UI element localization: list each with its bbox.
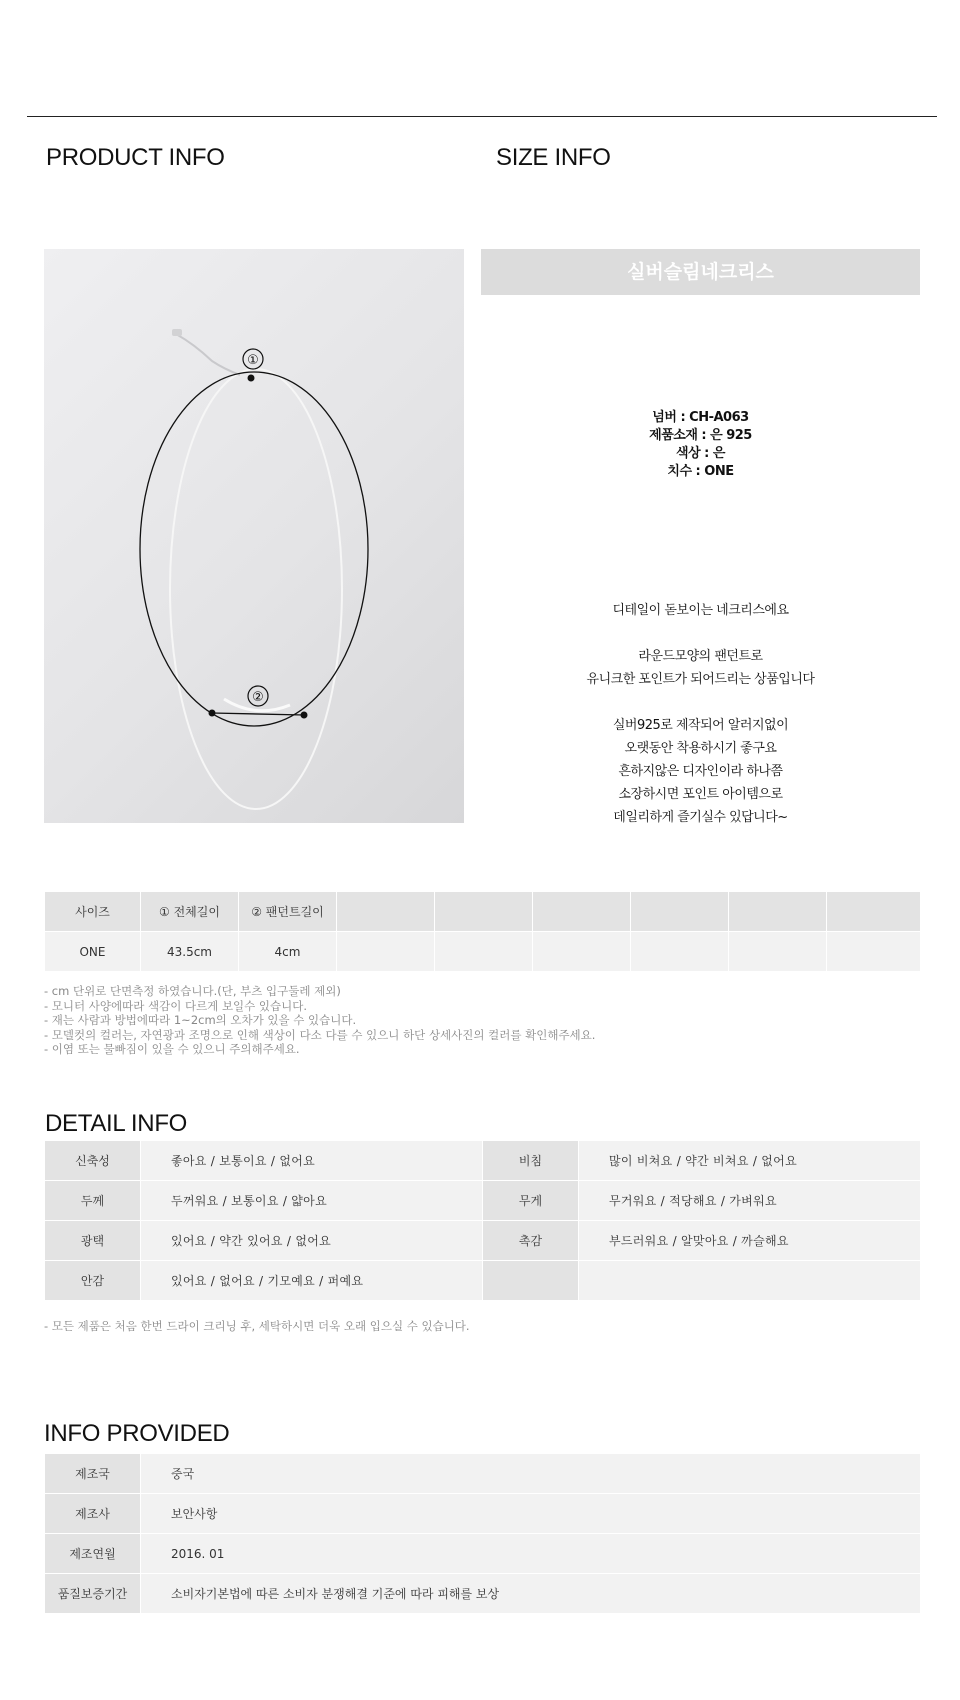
detail-label: 비침 — [483, 1141, 579, 1181]
product-spec — [481, 409, 920, 481]
product-photo — [44, 249, 464, 823]
spec-material: 제품소재 : 은 925 — [649, 428, 752, 443]
info-value: 중국 — [141, 1454, 921, 1494]
detail-label: 무게 — [483, 1181, 579, 1221]
size-header-cell — [533, 892, 631, 932]
marker-1-dot — [248, 375, 255, 382]
detail-value: 있어요 / 약간 있어요 / 없어요 — [141, 1221, 483, 1261]
top-divider — [27, 116, 937, 117]
detail-label: 안감 — [45, 1261, 141, 1301]
desc-line: 디테일이 돋보이는 네크리스에요 — [612, 603, 789, 618]
size-cell — [827, 932, 921, 972]
detail-row — [45, 1261, 921, 1301]
desc-line: 흔하지않은 디자인이라 하나쯤 — [618, 764, 783, 779]
detail-label — [483, 1261, 579, 1301]
wash-note: - 모든 제품은 처음 한번 드라이 크리닝 후, 세탁하시면 더욱 오래 입으실 수 있습니다. — [44, 1319, 470, 1333]
size-note: - 모니터 사양에따라 색감이 다르게 보일수 있습니다. — [44, 998, 308, 1013]
size-cell — [533, 932, 631, 972]
detail-label: 촉감 — [483, 1221, 579, 1261]
clasp — [172, 329, 182, 336]
detail-table — [44, 1140, 921, 1301]
desc-line: 데일리하게 즐기실수 있답니다~ — [613, 810, 788, 825]
detail-value: 부드러워요 / 알맞아요 / 까슬해요 — [579, 1221, 921, 1261]
size-notes — [44, 984, 595, 1057]
info-label: 품질보증기간 — [45, 1574, 141, 1614]
pendant-length-guide — [212, 713, 304, 715]
clasp-chain — [176, 334, 240, 375]
detail-label: 두께 — [45, 1181, 141, 1221]
detail-label: 신축성 — [45, 1141, 141, 1181]
size-table — [44, 891, 921, 972]
info-label: 제조국 — [45, 1454, 141, 1494]
size-info-heading: SIZE INFO — [496, 144, 611, 171]
detail-value: 두꺼워요 / 보통이요 / 얇아요 — [141, 1181, 483, 1221]
desc-line: 유니크한 포인트가 되어드리는 상품입니다 — [586, 672, 815, 687]
info-provided-table — [44, 1453, 921, 1614]
size-header-cell — [827, 892, 921, 932]
size-cell: 4cm — [239, 932, 337, 972]
size-header-cell — [729, 892, 827, 932]
size-cell — [729, 932, 827, 972]
detail-row — [45, 1141, 921, 1181]
size-header-cell: ② 팬던트길이 — [239, 892, 337, 932]
size-note: - cm 단위로 단면측정 하였습니다.(단, 부츠 입구둘레 제외) — [44, 984, 341, 998]
info-value: 소비자기본법에 따른 소비자 분쟁해결 기준에 따라 피해를 보상 — [141, 1574, 921, 1614]
detail-row — [45, 1221, 921, 1261]
size-table-row — [45, 932, 921, 972]
size-header-cell: 사이즈 — [45, 892, 141, 932]
product-description — [481, 599, 920, 829]
size-cell — [631, 932, 729, 972]
detail-value: 있어요 / 없어요 / 기모예요 / 퍼예요 — [141, 1261, 483, 1301]
size-header-cell: ① 전체길이 — [141, 892, 239, 932]
desc-line: 실버925로 제작되어 알러지없이 — [612, 718, 789, 733]
marker-2-label: ② — [252, 690, 264, 705]
size-cell — [337, 932, 435, 972]
size-note: - 이염 또는 물빠짐이 있을 수 있으니 주의해주세요. — [44, 1042, 300, 1057]
info-row — [45, 1494, 921, 1534]
info-label: 제조연월 — [45, 1534, 141, 1574]
detail-label: 광택 — [45, 1221, 141, 1261]
spec-size: 치수 : ONE — [667, 464, 734, 479]
size-note: - 모델컷의 컬러는, 자연광과 조명으로 인해 색상이 다소 다를 수 있으니 하단 상세사진의 컬러를 확인해주세요. — [44, 1027, 596, 1042]
total-length-guide — [140, 372, 368, 726]
size-cell: 43.5cm — [141, 932, 239, 972]
info-label: 제조사 — [45, 1494, 141, 1534]
desc-line: 라운드모양의 팬던트로 — [638, 649, 763, 664]
size-table-header — [45, 892, 921, 932]
info-row — [45, 1534, 921, 1574]
desc-line: 오랫동안 착용하시기 좋구요 — [624, 741, 777, 756]
size-header-cell — [337, 892, 435, 932]
product-name-banner: 실버슬림네크리스 — [481, 249, 920, 295]
necklace-chain — [170, 369, 342, 809]
info-value: 보안사항 — [141, 1494, 921, 1534]
product-info-heading: PRODUCT INFO — [46, 144, 225, 171]
necklace-illustration — [44, 249, 464, 823]
info-row — [45, 1574, 921, 1614]
info-row — [45, 1454, 921, 1494]
detail-value — [579, 1261, 921, 1301]
info-provided-heading: INFO PROVIDED — [44, 1420, 230, 1447]
size-header-cell — [631, 892, 729, 932]
desc-line: 소장하시면 포인트 아이템으로 — [618, 787, 783, 802]
size-note: - 재는 사람과 방법에따라 1~2cm의 오차가 있을 수 있습니다. — [44, 1013, 357, 1028]
spec-color: 색상 : 은 — [676, 446, 725, 461]
detail-value: 많이 비쳐요 / 약간 비쳐요 / 없어요 — [579, 1141, 921, 1181]
detail-value: 무거워요 / 적당해요 / 가벼워요 — [579, 1181, 921, 1221]
info-value: 2016. 01 — [141, 1534, 921, 1574]
detail-info-heading: DETAIL INFO — [45, 1110, 188, 1137]
size-cell: ONE — [45, 932, 141, 972]
size-header-cell — [435, 892, 533, 932]
size-cell — [435, 932, 533, 972]
spec-number: 넘버 : CH-A063 — [652, 410, 749, 425]
detail-value: 좋아요 / 보통이요 / 없어요 — [141, 1141, 483, 1181]
marker-1-label: ① — [247, 353, 259, 368]
detail-row — [45, 1181, 921, 1221]
